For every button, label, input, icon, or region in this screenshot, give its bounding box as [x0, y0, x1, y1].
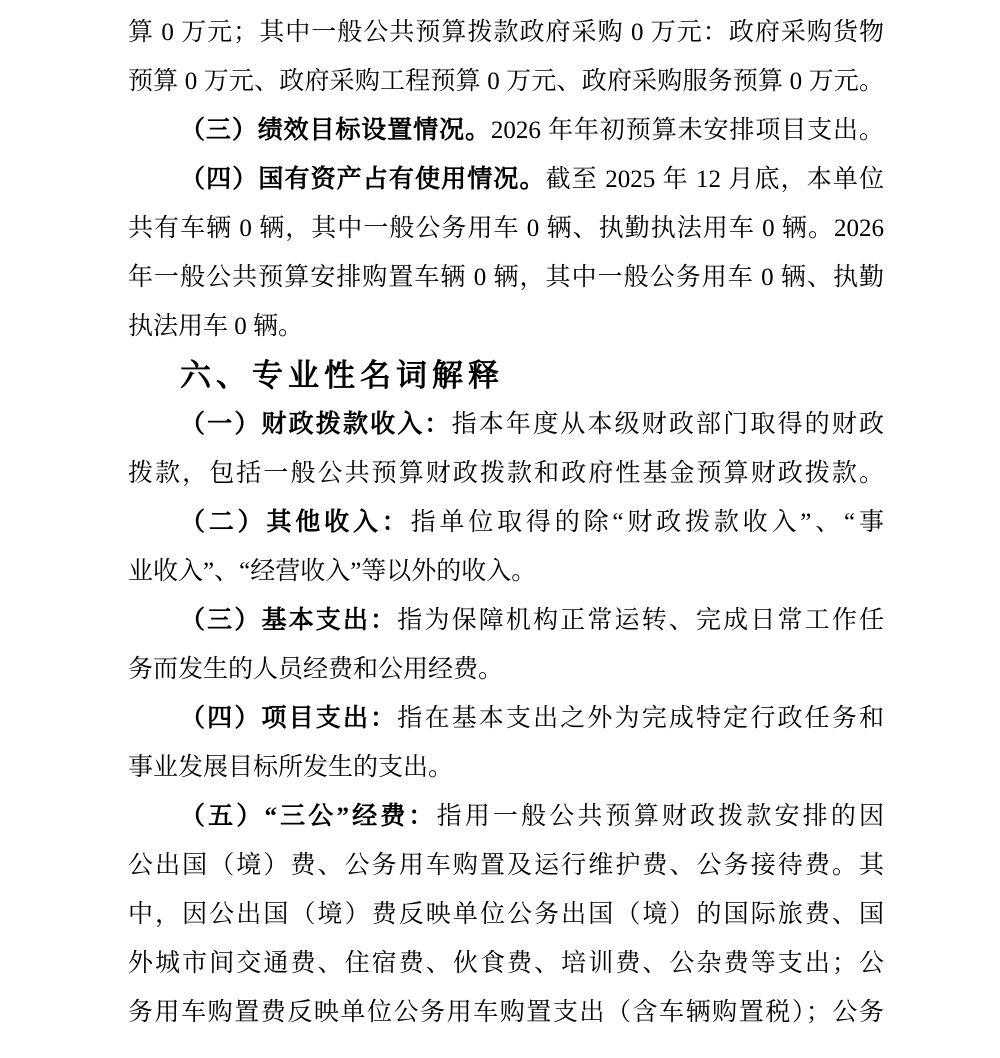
term-project-expenditure-line-2 — [128, 743, 884, 792]
term-other-income-line-2 — [128, 547, 884, 596]
term-three-public-funds-line-5 — [128, 988, 884, 1037]
bold-term-label: （三）基本支出： — [180, 607, 398, 634]
term-fiscal-appropriation-line-1 — [128, 400, 884, 449]
term-other-income-line-1 — [128, 498, 884, 547]
body-text-segment: 中，因公出国（境）费反映单位公务出国（境）的国际旅费、国 — [128, 901, 884, 928]
para-state-assets-line-1 — [128, 155, 884, 204]
body-text-segment: 指在基本支出之外为完成特定行政任务和 — [397, 705, 884, 732]
section-heading-label: 六、专业性名词解释 — [180, 358, 504, 393]
body-text-segment: 务用车购置费反映单位公务用车购置支出（含车辆购置税）；公务 — [128, 999, 884, 1026]
body-text-segment: 指单位取得的除“财政拨款收入”、“事 — [410, 509, 884, 536]
term-three-public-funds-line-1 — [128, 792, 884, 841]
bold-term-label: （一）财政拨款收入： — [180, 411, 452, 438]
body-text-segment: 外城市间交通费、住宿费、伙食费、培训费、公杂费等支出；公 — [128, 950, 884, 977]
body-text-segment: 事业发展目标所发生的支出。 — [128, 754, 454, 781]
term-basic-expenditure-line-1 — [128, 596, 884, 645]
term-three-public-funds-line-3 — [128, 890, 884, 939]
para-state-assets-line-4 — [128, 302, 884, 351]
bold-term-label: （五）“三公”经费： — [180, 803, 437, 830]
body-text-segment: 指本年度从本级财政部门取得的财政 — [451, 411, 884, 438]
term-basic-expenditure-line-2 — [128, 645, 884, 694]
body-text-segment: 指用一般公共预算财政拨款安排的因 — [436, 803, 884, 830]
para-performance-goals — [128, 106, 884, 155]
body-text-segment: 算 0 万元；其中一般公共预算拨款政府采购 0 万元：政府采购货物 — [128, 19, 884, 46]
document-text-column — [128, 8, 884, 1037]
term-project-expenditure-line-1 — [128, 694, 884, 743]
term-three-public-funds-line-4 — [128, 939, 884, 988]
body-text-segment: 执法用车 0 辆。 — [128, 313, 304, 340]
body-text-segment: 共有车辆 0 辆，其中一般公务用车 0 辆、执勤执法用车 0 辆。2026 — [128, 215, 884, 242]
body-text-segment: 2026 年年初预算未安排项目支出。 — [490, 117, 884, 144]
para-state-assets-line-2 — [128, 204, 884, 253]
section-heading — [128, 351, 884, 400]
body-text-segment: 年一般公共预算安排购置车辆 0 辆，其中一般公务用车 0 辆、执勤 — [128, 264, 884, 291]
bold-term-label: （四）国有资产占有使用情况。 — [180, 166, 546, 193]
bold-term-label: （四）项目支出： — [180, 705, 398, 732]
term-three-public-funds-line-2 — [128, 841, 884, 890]
body-text-segment: 截至 2025 年 12 月底，本单位 — [545, 166, 884, 193]
para-procurement-line-2 — [128, 57, 884, 106]
bold-term-label: （三）绩效目标设置情况。 — [180, 117, 491, 144]
body-text-segment: 拨款，包括一般公共预算财政拨款和政府性基金预算财政拨款。 — [128, 460, 884, 487]
body-text-segment: 预算 0 万元、政府采购工程预算 0 万元、政府采购服务预算 0 万元。 — [128, 68, 884, 95]
bold-term-label: （二）其他收入： — [180, 509, 411, 536]
para-procurement-line-1 — [128, 8, 884, 57]
body-text-segment: 公出国（境）费、公务用车购置及运行维护费、公务接待费。其 — [128, 852, 884, 879]
body-text-segment: 业收入”、“经营收入”等以外的收入。 — [128, 558, 537, 585]
para-state-assets-line-3 — [128, 253, 884, 302]
term-fiscal-appropriation-line-2 — [128, 449, 884, 498]
body-text-segment: 务而发生的人员经费和公用经费。 — [128, 656, 504, 683]
body-text-segment: 指为保障机构正常运转、完成日常工作任 — [397, 607, 884, 634]
